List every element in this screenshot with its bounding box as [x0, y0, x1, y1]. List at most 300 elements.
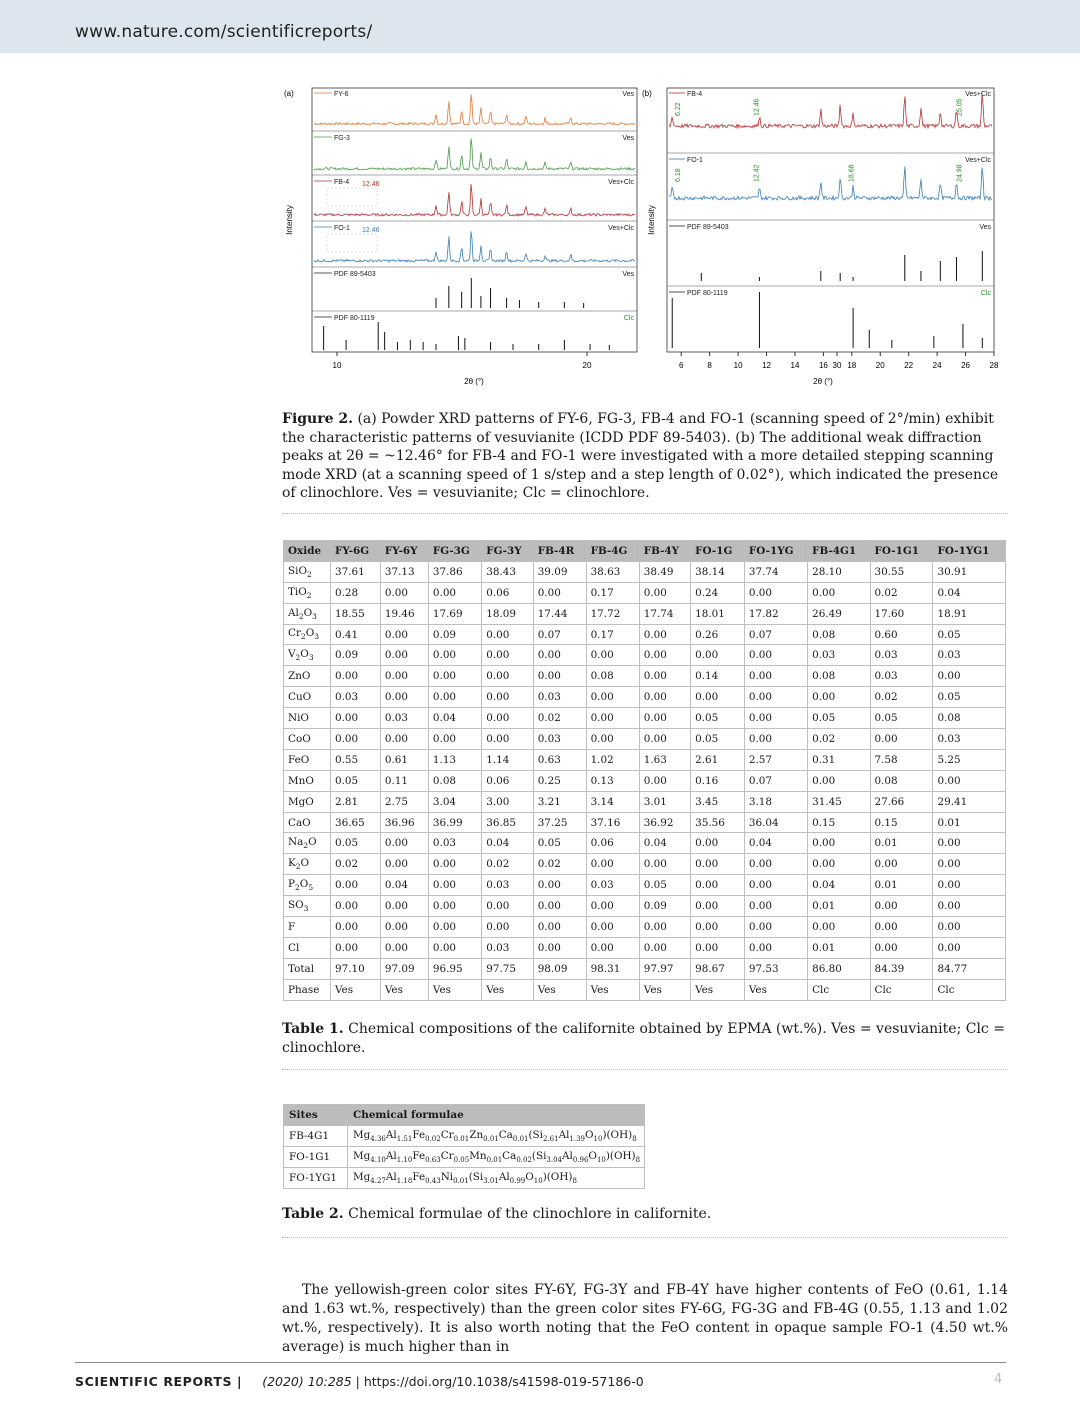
table-2-caption-text: Chemical formulae of the clinochlore in californite.: [343, 1206, 712, 1222]
value-cell: 0.00: [586, 854, 639, 875]
value-cell: 0.00: [639, 917, 690, 938]
value-cell: 0.05: [639, 875, 690, 896]
value-cell: 36.85: [482, 812, 533, 833]
value-cell: 27.66: [870, 791, 933, 812]
value-cell: 0.00: [808, 833, 870, 854]
value-cell: 0.02: [808, 729, 870, 750]
value-cell: 2.57: [744, 749, 807, 770]
value-cell: 39.09: [533, 561, 586, 582]
value-cell: 0.01: [808, 896, 870, 917]
value-cell: 0.13: [586, 770, 639, 791]
value-cell: 98.09: [533, 958, 586, 979]
value-cell: 98.67: [691, 958, 745, 979]
table-row: [284, 645, 1006, 666]
value-cell: 0.00: [808, 582, 870, 603]
x-tick-label: 8: [707, 361, 712, 370]
value-cell: 84.77: [933, 958, 1006, 979]
table-1-caption-label: Table 1.: [282, 1021, 344, 1037]
oxide-cell: Cl: [284, 937, 331, 958]
figure-caption-text: (a) Powder XRD patterns of FY-6, FG-3, FB-4 and FO-1 (scanning speed of 2°/min) exhibit the characteristic patterns of vesuvianite (ICDD PDF 89-5403). (b) The additional weak diffraction peaks at 2θ = ~12.46° for FB-4 and FO-1 were investigated with a more detailed stepping scanning mode XRD (at a scanning speed of 1 s/step and a step length of 0.02°), which indicated the presence of clinochlore. Ves = vesuvianite; Clc = clinochlore.: [282, 411, 999, 501]
table-2-caption-label: Table 2.: [282, 1206, 344, 1222]
value-cell: 2.61: [691, 749, 745, 770]
value-cell: 0.00: [933, 770, 1006, 791]
oxide-cell: CuO: [284, 687, 331, 708]
trace-label: FG-3: [334, 135, 350, 142]
value-cell: 3.14: [586, 791, 639, 812]
x-tick-label: 28: [989, 361, 999, 370]
column-header: Chemical formulae: [348, 1105, 645, 1126]
value-cell: 1.02: [586, 749, 639, 770]
x-tick-label: 20: [582, 361, 592, 370]
trace-label: PDF 80-1119: [687, 290, 728, 297]
value-cell: 0.03: [933, 645, 1006, 666]
value-cell: 0.00: [639, 854, 690, 875]
value-cell: Ves: [380, 979, 428, 1000]
table-row: [284, 687, 1006, 708]
x-tick-label: 10: [733, 361, 743, 370]
table-row: [284, 770, 1006, 791]
oxide-cell: NiO: [284, 708, 331, 729]
value-cell: 0.00: [870, 896, 933, 917]
table-row: [284, 603, 1006, 624]
value-cell: 97.97: [639, 958, 690, 979]
value-cell: 0.00: [744, 896, 807, 917]
value-cell: 0.00: [428, 917, 481, 938]
value-cell: 0.00: [744, 875, 807, 896]
y-axis-label: Intensity: [285, 205, 294, 235]
url-text: www.nature.com/scientificreports/: [75, 22, 373, 42]
value-cell: 0.00: [691, 854, 745, 875]
oxide-cell: $Al_2O_3$: [284, 603, 331, 624]
value-cell: 0.00: [691, 937, 745, 958]
phase-tag: Ves+Clc: [608, 179, 634, 186]
value-cell: 30.91: [933, 561, 1006, 582]
panel-label: (b): [642, 89, 652, 98]
value-cell: Clc: [870, 979, 933, 1000]
value-cell: 0.05: [691, 729, 745, 750]
value-cell: 0.00: [808, 770, 870, 791]
value-cell: 0.00: [639, 645, 690, 666]
value-cell: 0.00: [744, 645, 807, 666]
table-1-epma-compositions: [283, 540, 1006, 1001]
column-header: FY-6Y: [380, 541, 428, 562]
value-cell: 0.00: [691, 645, 745, 666]
oxide-cell: CoO: [284, 729, 331, 750]
table-2-caption: [282, 1205, 1010, 1224]
value-cell: 0.00: [808, 687, 870, 708]
formula-cell: $Mg_{4.10}Al_{1.10}Fe_{0.63}Cr_{0.05}Mn_{0.01}Ca_{0.02}(Si_{3.04}Al_{0.96}O_{10})(OH)_8$: [348, 1147, 645, 1168]
column-header: FO-1YG: [744, 541, 807, 562]
oxide-cell: CaO: [284, 812, 331, 833]
value-cell: 5.25: [933, 749, 1006, 770]
phase-tag: Ves+Clc: [608, 225, 634, 232]
value-cell: 0.03: [482, 875, 533, 896]
table-row: [284, 708, 1006, 729]
value-cell: Ves: [428, 979, 481, 1000]
value-cell: 37.16: [586, 812, 639, 833]
phase-tag: Clc: [623, 315, 634, 322]
diffraction-trace: [314, 138, 635, 170]
value-cell: Ves: [331, 979, 381, 1000]
table-row: [284, 896, 1006, 917]
divider: [282, 1069, 1008, 1070]
value-cell: 0.63: [533, 749, 586, 770]
trace-label: FB-4: [687, 91, 703, 98]
value-cell: 0.05: [808, 708, 870, 729]
panel-label: (a): [284, 89, 294, 98]
value-cell: 17.44: [533, 603, 586, 624]
value-cell: 0.00: [586, 708, 639, 729]
value-cell: 0.04: [808, 875, 870, 896]
value-cell: 0.04: [933, 582, 1006, 603]
value-cell: 17.72: [586, 603, 639, 624]
value-cell: 0.00: [482, 624, 533, 645]
value-cell: Ves: [482, 979, 533, 1000]
value-cell: 0.00: [331, 708, 381, 729]
x-tick-label: 12: [762, 361, 771, 370]
value-cell: Clc: [808, 979, 870, 1000]
x-tick-label: 30: [832, 361, 842, 370]
table-row: [284, 1168, 645, 1189]
diffraction-trace: [669, 94, 992, 128]
value-cell: 2.75: [380, 791, 428, 812]
value-cell: 38.14: [691, 561, 745, 582]
value-cell: 0.00: [533, 917, 586, 938]
value-cell: 97.75: [482, 958, 533, 979]
trace-label: FO-1: [687, 157, 703, 164]
value-cell: 0.00: [533, 645, 586, 666]
value-cell: 0.11: [380, 770, 428, 791]
inset-box: [327, 234, 377, 252]
value-cell: 0.00: [533, 666, 586, 687]
value-cell: 0.00: [428, 645, 481, 666]
x-tick-label: 16: [818, 361, 828, 370]
value-cell: 37.74: [744, 561, 807, 582]
value-cell: 18.01: [691, 603, 745, 624]
value-cell: 36.99: [428, 812, 481, 833]
value-cell: 3.18: [744, 791, 807, 812]
x-tick-label: 18: [847, 361, 857, 370]
value-cell: Ves: [744, 979, 807, 1000]
value-cell: 31.45: [808, 791, 870, 812]
value-cell: 0.00: [428, 875, 481, 896]
y-axis-label: Intensity: [647, 205, 656, 235]
value-cell: 0.00: [586, 645, 639, 666]
peak-annotation: 6.22: [675, 102, 683, 116]
table-row: [284, 1147, 645, 1168]
value-cell: 0.01: [808, 937, 870, 958]
phase-tag: Ves: [622, 271, 634, 278]
value-cell: 0.00: [428, 896, 481, 917]
value-cell: 0.09: [639, 896, 690, 917]
value-cell: 0.00: [933, 833, 1006, 854]
value-cell: 0.00: [933, 917, 1006, 938]
value-cell: 0.00: [933, 666, 1006, 687]
value-cell: 0.00: [639, 708, 690, 729]
value-cell: 0.00: [744, 708, 807, 729]
value-cell: 0.00: [691, 875, 745, 896]
value-cell: 0.25: [533, 770, 586, 791]
value-cell: 0.00: [380, 833, 428, 854]
value-cell: 0.08: [808, 624, 870, 645]
diffraction-trace: [314, 231, 635, 262]
value-cell: 0.00: [482, 687, 533, 708]
value-cell: 0.02: [870, 687, 933, 708]
oxide-cell: $K_2O$: [284, 854, 331, 875]
trace-label: FO-1: [334, 225, 350, 232]
trace-label: FB-4: [334, 179, 350, 186]
table-row: [284, 749, 1006, 770]
value-cell: 0.07: [744, 624, 807, 645]
value-cell: 0.03: [533, 729, 586, 750]
value-cell: 0.00: [744, 917, 807, 938]
value-cell: 0.04: [380, 875, 428, 896]
value-cell: 98.31: [586, 958, 639, 979]
value-cell: 3.04: [428, 791, 481, 812]
column-header: FG-3Y: [482, 541, 533, 562]
value-cell: 18.91: [933, 603, 1006, 624]
diffraction-trace: [669, 166, 992, 200]
phase-tag: Clc: [980, 290, 991, 297]
figure-caption-label: Figure 2.: [282, 411, 353, 427]
phase-tag: Ves+Clc: [965, 157, 991, 164]
value-cell: 96.95: [428, 958, 481, 979]
table-1-caption: [282, 1020, 1010, 1057]
value-cell: 0.00: [380, 624, 428, 645]
value-cell: 0.00: [428, 666, 481, 687]
value-cell: 0.31: [808, 749, 870, 770]
table-row: [284, 937, 1006, 958]
footer: [75, 1374, 644, 1389]
value-cell: 0.03: [870, 666, 933, 687]
table-2-chemical-formulae: [283, 1104, 645, 1189]
oxide-cell: ZnO: [284, 666, 331, 687]
value-cell: 17.60: [870, 603, 933, 624]
phase-tag: Ves+Clc: [965, 91, 991, 98]
value-cell: 30.55: [870, 561, 933, 582]
value-cell: 38.43: [482, 561, 533, 582]
x-tick-label: 14: [790, 361, 800, 370]
value-cell: 3.01: [639, 791, 690, 812]
value-cell: 0.00: [380, 666, 428, 687]
table-row: [284, 666, 1006, 687]
value-cell: 0.00: [808, 854, 870, 875]
oxide-cell: $V_2O_3$: [284, 645, 331, 666]
value-cell: 17.82: [744, 603, 807, 624]
diffraction-trace: [314, 184, 635, 216]
value-cell: 0.00: [428, 854, 481, 875]
value-cell: 0.00: [639, 624, 690, 645]
value-cell: 0.00: [428, 687, 481, 708]
value-cell: 0.03: [533, 687, 586, 708]
column-header: FO-1G1: [870, 541, 933, 562]
column-header: FB-4G: [586, 541, 639, 562]
divider: [282, 513, 1008, 514]
peak-annotation: 12.46: [362, 227, 380, 234]
value-cell: 29.41: [933, 791, 1006, 812]
x-tick-label: 22: [904, 361, 914, 370]
url-header: [0, 0, 1080, 53]
value-cell: 38.63: [586, 561, 639, 582]
value-cell: 0.00: [870, 917, 933, 938]
value-cell: 0.06: [586, 833, 639, 854]
journal-name: SCIENTIFIC REPORTS |: [75, 1374, 243, 1389]
value-cell: 0.09: [428, 624, 481, 645]
value-cell: 0.01: [870, 875, 933, 896]
value-cell: 0.28: [331, 582, 381, 603]
inset-box: [327, 188, 377, 206]
value-cell: 0.00: [639, 582, 690, 603]
value-cell: 0.00: [482, 645, 533, 666]
value-cell: 0.02: [533, 708, 586, 729]
value-cell: 97.09: [380, 958, 428, 979]
value-cell: Clc: [933, 979, 1006, 1000]
value-cell: 0.00: [380, 896, 428, 917]
value-cell: 0.00: [639, 666, 690, 687]
value-cell: 0.00: [639, 687, 690, 708]
value-cell: 0.00: [691, 917, 745, 938]
value-cell: 0.00: [533, 582, 586, 603]
value-cell: 19.46: [380, 603, 428, 624]
table-row: [284, 1126, 645, 1147]
value-cell: 0.04: [639, 833, 690, 854]
oxide-cell: $P_2O_5$: [284, 875, 331, 896]
value-cell: 0.00: [933, 937, 1006, 958]
oxide-cell: FeO: [284, 749, 331, 770]
value-cell: 0.00: [380, 687, 428, 708]
value-cell: 0.03: [808, 645, 870, 666]
value-cell: 0.02: [331, 854, 381, 875]
value-cell: 0.00: [482, 917, 533, 938]
table-row: [284, 729, 1006, 750]
column-header: FO-1YG1: [933, 541, 1006, 562]
table-row: [284, 812, 1006, 833]
plot-frame: [312, 88, 637, 352]
citation: (2020) 10:285: [262, 1374, 352, 1389]
value-cell: 1.14: [482, 749, 533, 770]
value-cell: 0.03: [586, 875, 639, 896]
value-cell: 0.04: [428, 708, 481, 729]
oxide-cell: $SO_3$: [284, 896, 331, 917]
value-cell: Ves: [586, 979, 639, 1000]
value-cell: 0.00: [586, 937, 639, 958]
value-cell: 26.49: [808, 603, 870, 624]
value-cell: 17.69: [428, 603, 481, 624]
value-cell: 0.09: [331, 645, 381, 666]
value-cell: Ves: [533, 979, 586, 1000]
value-cell: 0.05: [870, 708, 933, 729]
trace-label: PDF 89-5403: [687, 224, 729, 231]
value-cell: 3.00: [482, 791, 533, 812]
value-cell: 0.05: [933, 687, 1006, 708]
value-cell: 0.05: [331, 833, 381, 854]
peak-annotation: 18.68: [848, 164, 856, 182]
value-cell: 0.01: [933, 812, 1006, 833]
table-row: [284, 561, 1006, 582]
value-cell: 0.00: [428, 937, 481, 958]
value-cell: 0.00: [482, 896, 533, 917]
value-cell: 0.00: [586, 917, 639, 938]
column-header: FB-4Y: [639, 541, 690, 562]
value-cell: 0.03: [933, 729, 1006, 750]
value-cell: 0.17: [586, 582, 639, 603]
value-cell: 0.00: [639, 937, 690, 958]
table-header-row: [284, 541, 1006, 562]
value-cell: 0.00: [380, 582, 428, 603]
value-cell: 17.74: [639, 603, 690, 624]
site-cell: FB-4G1: [284, 1126, 348, 1147]
value-cell: 0.00: [331, 875, 381, 896]
value-cell: 36.96: [380, 812, 428, 833]
table-row: [284, 624, 1006, 645]
body-paragraph: [282, 1281, 1008, 1357]
value-cell: 0.08: [870, 770, 933, 791]
value-cell: 28.10: [808, 561, 870, 582]
value-cell: 84.39: [870, 958, 933, 979]
table-header-row: [284, 1105, 645, 1126]
doi-link[interactable]: | https://doi.org/10.1038/s41598-019-57186-0: [351, 1374, 644, 1389]
oxide-cell: $Cr_2O_3$: [284, 624, 331, 645]
value-cell: 3.21: [533, 791, 586, 812]
value-cell: 7.58: [870, 749, 933, 770]
value-cell: 35.56: [691, 812, 745, 833]
divider: [282, 1237, 1008, 1238]
column-header: FO-1G: [691, 541, 745, 562]
value-cell: 0.00: [380, 854, 428, 875]
value-cell: 0.00: [482, 729, 533, 750]
x-tick-label: 6: [678, 361, 684, 370]
phase-tag: Ves: [622, 135, 634, 142]
peak-annotation: 12.42: [753, 164, 761, 182]
value-cell: 0.00: [691, 896, 745, 917]
trace-label: FY-6: [334, 91, 349, 98]
value-cell: 0.05: [691, 708, 745, 729]
value-cell: 37.25: [533, 812, 586, 833]
value-cell: 0.00: [380, 729, 428, 750]
oxide-cell: $Na_2O$: [284, 833, 331, 854]
table-row: [284, 791, 1006, 812]
value-cell: 0.00: [331, 896, 381, 917]
value-cell: 0.26: [691, 624, 745, 645]
value-cell: 0.00: [586, 729, 639, 750]
value-cell: 3.45: [691, 791, 745, 812]
value-cell: 0.08: [428, 770, 481, 791]
value-cell: 0.00: [482, 708, 533, 729]
page-number: 4: [994, 1372, 1003, 1387]
value-cell: Ves: [691, 979, 745, 1000]
value-cell: 0.24: [691, 582, 745, 603]
peak-annotation: 12.46: [753, 98, 761, 116]
value-cell: 97.53: [744, 958, 807, 979]
value-cell: 0.00: [533, 937, 586, 958]
column-header: Sites: [284, 1105, 348, 1126]
value-cell: 0.00: [586, 896, 639, 917]
column-header: Oxide: [284, 541, 331, 562]
value-cell: 0.02: [533, 854, 586, 875]
trace-label: PDF 89-5403: [334, 271, 376, 278]
value-cell: 0.00: [533, 896, 586, 917]
value-cell: 0.00: [331, 937, 381, 958]
figure-caption: [282, 410, 1010, 503]
value-cell: 0.03: [870, 645, 933, 666]
value-cell: 0.00: [428, 582, 481, 603]
value-cell: 0.00: [744, 729, 807, 750]
value-cell: 0.00: [639, 770, 690, 791]
value-cell: 18.55: [331, 603, 381, 624]
value-cell: 0.00: [331, 917, 381, 938]
value-cell: 37.86: [428, 561, 481, 582]
value-cell: 0.00: [744, 937, 807, 958]
